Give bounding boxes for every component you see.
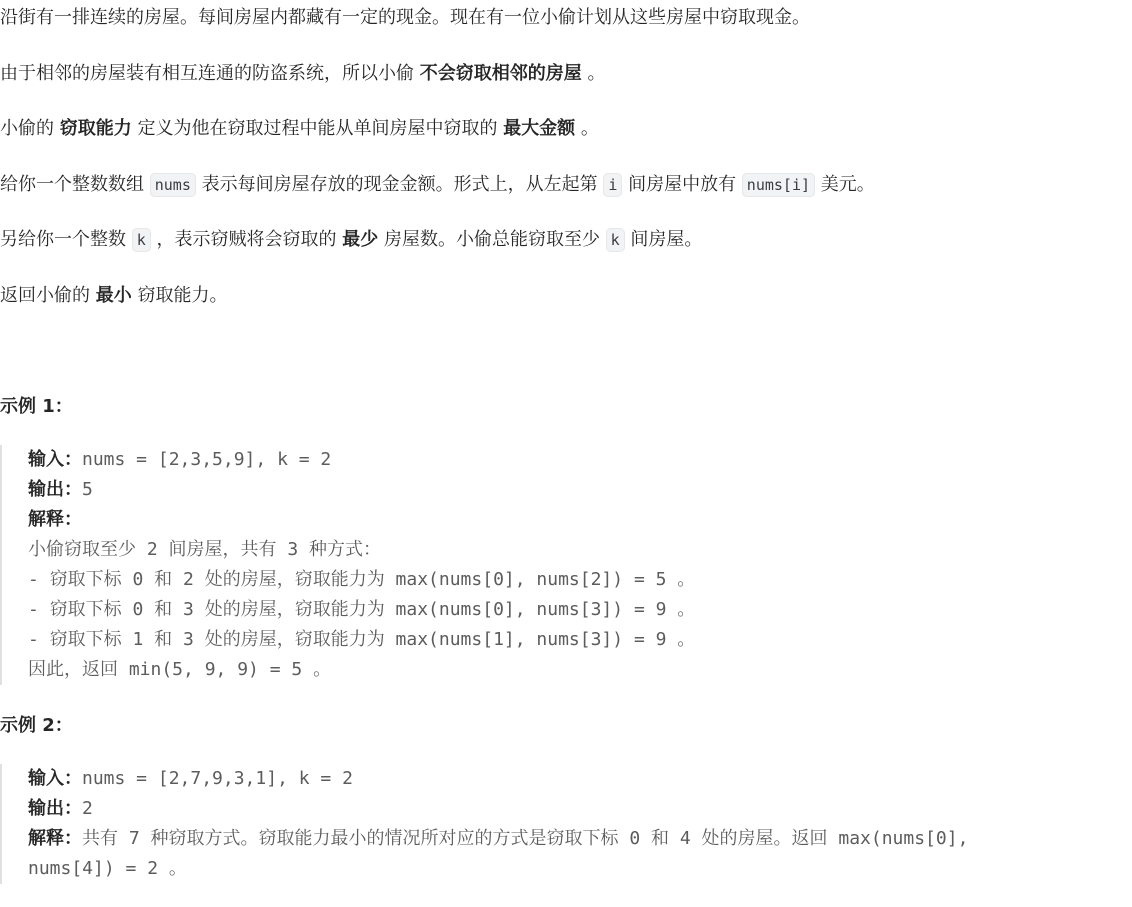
desc-text: 美元。 [815, 174, 875, 195]
inline-code-nums-i: nums[i] [742, 173, 815, 197]
example-input [28, 445, 1128, 475]
desc-text: 返回小偷的 [0, 285, 96, 306]
desc-paragraph-4 [0, 171, 875, 199]
example-1-title: 示例 1： [0, 396, 73, 417]
desc-bold: 窃取能力 [59, 118, 132, 139]
desc-text: 另给你一个整数 [0, 229, 132, 250]
inline-code-k: k [132, 228, 151, 252]
desc-text: 间房屋中放有 [622, 174, 742, 195]
inline-code-i: i [603, 173, 622, 197]
desc-bold: 最小 [95, 285, 132, 306]
desc-text: 房屋数。小偷总能窃取至少 [378, 229, 606, 250]
desc-bold: 最大金额 [503, 118, 576, 139]
example-output [28, 475, 1128, 505]
output-value: 2 [82, 798, 93, 819]
desc-text: 间房屋。 [624, 229, 703, 250]
explain-label: 解释： [28, 828, 82, 849]
explanation-line: - 窃取下标 1 和 3 处的房屋，窃取能力为 max(nums[1], nums[3]) = 9 。 [28, 629, 696, 650]
example-explanation [28, 824, 1128, 854]
example-output [28, 794, 1128, 824]
explanation-line: 小偷窃取至少 2 间房屋，共有 3 种方式： [28, 539, 382, 560]
explanation-continuation: nums[4]) = 2 。 [28, 858, 187, 879]
desc-text: 由于相邻的房屋装有相互连通的防盗系统，所以小偷 [0, 63, 420, 84]
explanation-line: 因此，返回 min(5, 9, 9) = 5 。 [28, 659, 332, 680]
explain-value: 共有 7 种窃取方式。窃取能力最小的情况所对应的方式是窃取下标 0 和 4 处的房屋。返回 max(nums[0], [82, 828, 969, 849]
input-value: nums = [2,3,5,9], k = 2 [82, 449, 332, 470]
output-value: 5 [82, 479, 93, 500]
example-input [28, 764, 1128, 794]
desc-text: 小偷的 [0, 118, 60, 139]
input-label: 输入： [28, 768, 82, 789]
example-2-title: 示例 2： [0, 715, 73, 736]
desc-text: ，表示窃贼将会窃取的 [150, 229, 343, 250]
desc-bold: 最少 [342, 229, 379, 250]
desc-text: 定义为他在窃取过程中能从单间房屋中窃取的 [131, 118, 504, 139]
desc-paragraph-3 [0, 115, 599, 143]
desc-paragraph-2 [0, 60, 605, 88]
desc-text: 给你一个整数数组 [0, 174, 150, 195]
output-label: 输出： [28, 479, 82, 500]
desc-paragraph-5 [0, 226, 702, 254]
desc-paragraph-6 [0, 282, 227, 310]
desc-text: 表示每间房屋存放的现金金额。形式上，从左起第 [195, 174, 604, 195]
desc-text: 。 [575, 118, 599, 139]
example-2-block [0, 764, 1128, 884]
explain-label: 解释： [28, 509, 82, 530]
desc-text: 窃取能力。 [131, 285, 228, 306]
desc-text: 。 [581, 63, 606, 84]
example-explanation-label [28, 505, 1128, 535]
input-label: 输入： [28, 449, 82, 470]
desc-bold: 不会窃取相邻的房屋 [419, 63, 582, 84]
input-value: nums = [2,7,9,3,1], k = 2 [82, 768, 353, 789]
explanation-line: - 窃取下标 0 和 2 处的房屋，窃取能力为 max(nums[0], nums[2]) = 5 。 [28, 569, 696, 590]
desc-text: 沿街有一排连续的房屋。每间房屋内都藏有一定的现金。现在有一位小偷计划从这些房屋中窃取现金。 [0, 7, 810, 28]
desc-paragraph-1 [0, 4, 810, 32]
explanation-line: - 窃取下标 0 和 3 处的房屋，窃取能力为 max(nums[0], nums[3]) = 9 。 [28, 599, 696, 620]
example-1-block [0, 445, 1128, 685]
inline-code-k: k [606, 228, 625, 252]
output-label: 输出： [28, 798, 82, 819]
inline-code-nums: nums [150, 173, 196, 197]
